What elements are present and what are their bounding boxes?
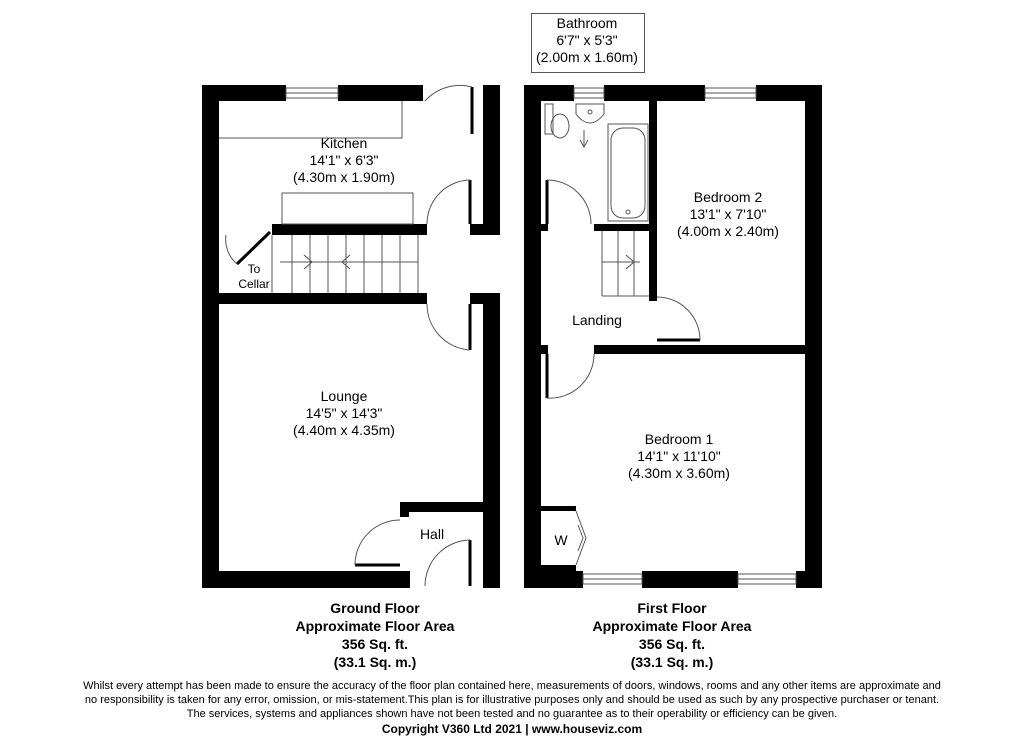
first-floor-plan (524, 85, 822, 588)
disclaimer-line-3: The services, systems and appliances shown have not been tested and no guarantee as to their operability or efficiency can be given. (186, 708, 838, 720)
bedroom2-size-metric: (4.00m x 2.40m) (677, 223, 779, 239)
disclaimer-line-1: Whilst every attempt has been made to ensure the accuracy of the floor plan contained here, measurements of doors, windows, rooms and any other items are approximate and (83, 680, 941, 692)
landing-bedroom1-wall (594, 345, 822, 354)
cellar-line2: Cellar (238, 277, 270, 291)
ground-wall-top-mid (338, 85, 423, 101)
kitchen-size-imperial: 14'1" x 6'3" (309, 152, 379, 168)
bath (608, 124, 648, 221)
lounge-name: Lounge (320, 388, 368, 404)
lounge-label (264, 388, 424, 439)
lounge-size-imperial: 14'5" x 14'3" (305, 405, 383, 421)
bedroom2-size-imperial: 13'1" x 7'10" (689, 206, 767, 222)
first-wall-bottom-mid (642, 571, 738, 588)
bedroom1-size-imperial: 14'1" x 11'10" (637, 448, 721, 464)
cellar-label (224, 262, 284, 292)
first-wall-right (805, 85, 822, 588)
ground-wall-stair-bottom-right (470, 293, 500, 304)
wardrobe-name: W (554, 532, 568, 548)
landing-label (560, 312, 634, 329)
first-floor-area-sqft: 356 Sq. ft. (638, 636, 706, 652)
bathroom-fixtures (545, 104, 648, 221)
first-wall-bottom-left (524, 571, 583, 588)
ground-floor-area-sqft: 356 Sq. ft. (341, 636, 409, 652)
disclaimer-line-2: no responsibility is taken for any error, omission, or mis-statement.This plan is for illustrative purposes only and should be used as such by any prospective purchaser or tenant. (84, 694, 940, 706)
bathroom-bedroom2-wall (649, 101, 657, 301)
ground-floor-title: Ground Floor (330, 600, 420, 616)
bedroom2-name: Bedroom 2 (693, 189, 763, 205)
disclaimer (20, 679, 1004, 721)
landing-wall-left-stub (541, 345, 548, 354)
landing-name: Landing (572, 312, 622, 328)
kitchen-label (264, 135, 424, 186)
ground-wall-right-mid (483, 293, 500, 510)
bathroom-name: Bathroom (556, 15, 618, 31)
first-floor-title: First Floor (637, 600, 707, 616)
kitchen-size-metric: (4.30m x 1.90m) (293, 169, 395, 185)
kitchen-unit (282, 193, 413, 224)
lounge-size-metric: (4.40m x 4.35m) (293, 422, 395, 438)
hall-name: Hall (419, 526, 445, 542)
ground-wall-right-lower (483, 510, 500, 588)
kitchen-worktop (219, 101, 402, 138)
ground-wall-stair-top (272, 224, 427, 235)
cellar-door (237, 232, 270, 264)
ground-floor-area-sqm: (33.1 Sq. m.) (333, 654, 417, 670)
ground-wall-stair-bottom (202, 293, 427, 304)
ground-wall-hall-top (400, 502, 500, 512)
ground-wall-right-upper (483, 85, 500, 224)
bathroom-size-metric: (2.00m x 1.60m) (536, 49, 638, 65)
first-wall-top-mid (604, 85, 705, 101)
bedroom1-name: Bedroom 1 (644, 431, 714, 447)
ground-floor-area-label: Approximate Floor Area (295, 618, 455, 634)
first-floor-area-sqm: (33.1 Sq. m.) (630, 654, 714, 670)
copyright-notice: Copyright V360 Ltd 2021 | www.houseviz.com (381, 722, 643, 736)
first-floor-caption (522, 599, 822, 671)
bathroom-landing-wall (594, 224, 649, 231)
ground-floor-caption (225, 599, 525, 671)
bathroom-label (527, 15, 647, 66)
bathroom-landing-wall-left (541, 224, 548, 231)
bathroom-size-imperial: 6'7" x 5'3" (556, 32, 618, 48)
ground-wall-left (202, 85, 219, 588)
toilet-bowl (551, 114, 569, 138)
kitchen-name: Kitchen (320, 135, 368, 151)
ground-stairs (272, 235, 418, 293)
first-stairs (602, 231, 649, 296)
ground-wall-hall-left (400, 502, 409, 517)
first-wall-bottom-right (796, 571, 822, 588)
ground-wall-stair-top-right (470, 224, 500, 235)
hall-label (412, 526, 452, 543)
cellar-line1: To (247, 262, 261, 276)
first-floor-area-label: Approximate Floor Area (592, 618, 752, 634)
wardrobe-label (552, 532, 570, 549)
bedroom1-label (599, 431, 759, 482)
bedroom2-label (658, 189, 798, 240)
bedroom1-size-metric: (4.30m x 3.60m) (628, 465, 730, 481)
first-wall-left (524, 85, 541, 588)
ground-wall-bottom (202, 571, 410, 588)
